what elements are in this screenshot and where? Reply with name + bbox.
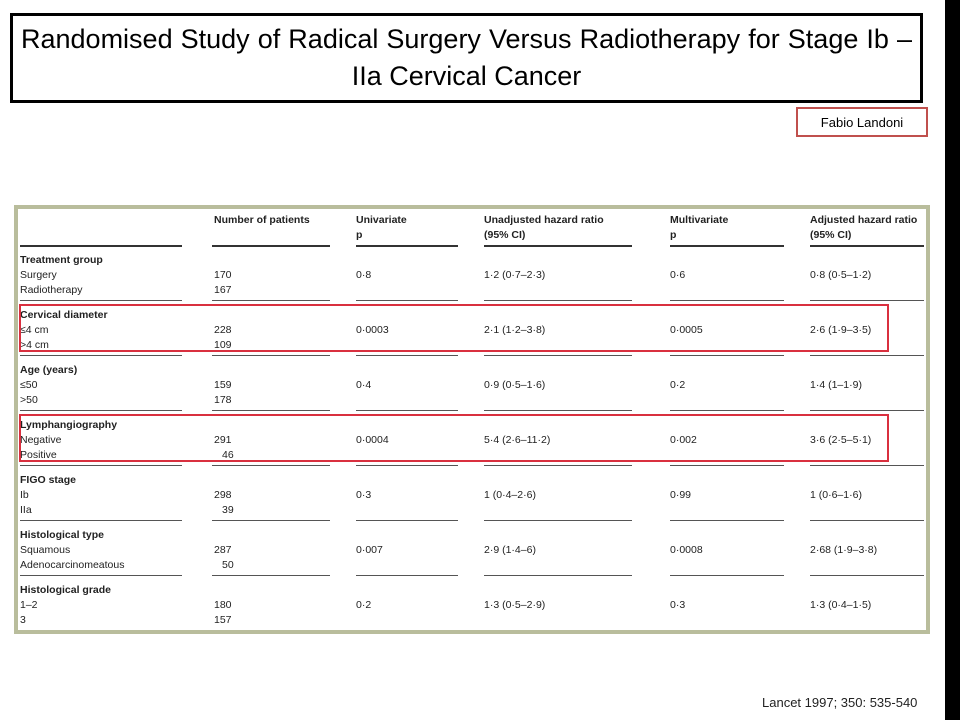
header-rule [484,245,632,247]
group-rule [670,465,784,466]
group-rule [810,410,924,411]
row-label: Negative [20,434,62,446]
group-rule [212,575,330,576]
group-rule [484,355,632,356]
row-label: Adenocarcinomeatous [20,559,125,571]
group-label: Cervical diameter [20,309,108,321]
group-rule [212,410,330,411]
row-label: ≤50 [20,379,38,391]
table-cell-up: 0·0004 [356,434,389,446]
table-cell-up: 0·3 [356,489,372,501]
table-cell-n: 46 [222,449,234,461]
group-rule [356,520,458,521]
table-cell-ahr: 1·4 (1–1·9) [810,379,862,391]
column-header-sub: p [356,229,363,241]
table-cell-ahr: 0·8 (0·5–1·2) [810,269,872,281]
group-label: Lymphangiography [20,419,118,431]
column-header: Number of patients [214,214,310,226]
table-cell-mp: 0·2 [670,379,686,391]
table-cell-up: 0·0003 [356,324,389,336]
highlight-box [19,304,889,352]
column-header: Adjusted hazard ratio [810,214,918,226]
table-cell-uhr: 0·9 (0·5–1·6) [484,379,546,391]
table-cell-n: 178 [214,394,232,406]
table-cell-n: 39 [222,504,234,516]
group-rule [670,575,784,576]
group-rule [356,465,458,466]
group-rule [356,410,458,411]
column-header-sub: (95% CI) [810,229,852,241]
header-rule [670,245,784,247]
table-cell-mp: 0·0005 [670,324,703,336]
table-cell-up: 0·007 [356,544,383,556]
author-label [796,107,928,137]
table-cell-n: 170 [214,269,232,281]
row-label: Radiotherapy [20,284,83,296]
table-cell-mp: 0·99 [670,489,692,501]
group-rule [484,575,632,576]
group-rule [20,575,182,576]
row-label: IIa [20,504,32,516]
group-rule [810,520,924,521]
group-rule [810,300,924,301]
citation: Lancet 1997; 350: 535-540 [762,695,918,710]
table-cell-uhr: 5·4 (2·6–11·2) [484,434,551,446]
group-rule [20,465,182,466]
table-cell-uhr: 2·1 (1·2–3·8) [484,324,546,336]
group-rule [356,575,458,576]
slide-title-box [10,13,923,103]
table-cell-mp: 0·6 [670,269,686,281]
column-header: Univariate [356,214,407,226]
group-rule [20,520,182,521]
row-label: Positive [20,449,57,461]
group-rule [212,520,330,521]
table-cell-ahr: 3·6 (2·5–5·1) [810,434,872,446]
table-cell-up: 0·8 [356,269,372,281]
header-rule [20,245,182,247]
row-label: >50 [20,394,38,406]
column-header: Unadjusted hazard ratio [484,214,604,226]
group-rule [356,355,458,356]
group-rule [670,520,784,521]
group-rule [810,575,924,576]
group-rule [484,465,632,466]
group-label: Histological grade [20,584,112,596]
group-rule [670,410,784,411]
highlight-box [19,414,889,462]
row-label: Surgery [20,269,57,281]
row-label: 1–2 [20,599,38,611]
results-table-frame [14,205,930,634]
group-rule [484,300,632,301]
row-label: >4 cm [20,339,49,351]
group-rule [810,465,924,466]
group-label: Age (years) [20,364,78,376]
group-rule [484,520,632,521]
table-cell-ahr: 2·68 (1·9–3·8) [810,544,878,556]
table-cell-ahr: 1 (0·6–1·6) [810,489,862,501]
group-label: Treatment group [20,254,103,266]
header-rule [212,245,330,247]
group-rule [356,300,458,301]
group-label: Histological type [20,529,105,541]
column-header: Multivariate [670,214,729,226]
table-cell-n: 50 [222,559,234,571]
group-rule [20,300,182,301]
table-cell-up: 0·4 [356,379,372,391]
group-rule [670,300,784,301]
row-label: 3 [20,614,26,626]
table-cell-n: 157 [214,614,232,626]
table-cell-n: 109 [214,339,232,351]
table-cell-mp: 0·3 [670,599,686,611]
slide-title: Randomised Study of Radical Surgery Versus Radiotherapy for Stage Ib – IIa Cervical Cancer [21,24,912,91]
table-cell-n: 291 [214,434,232,446]
table-cell-ahr: 2·6 (1·9–3·5) [810,324,872,336]
table-cell-ahr: 1·3 (0·4–1·5) [810,599,872,611]
group-rule [484,410,632,411]
right-edge-bar [945,0,960,720]
table-cell-n: 180 [214,599,232,611]
group-rule [212,355,330,356]
header-rule [810,245,924,247]
group-label: FIGO stage [20,474,77,486]
row-label: Ib [20,489,29,501]
column-header-sub: p [670,229,677,241]
row-label: ≤4 cm [20,324,49,336]
table-cell-n: 298 [214,489,232,501]
group-rule [670,355,784,356]
table-cell-n: 159 [214,379,232,391]
table-cell-uhr: 1 (0·4–2·6) [484,489,536,501]
author-name: Fabio Landoni [820,114,904,130]
table-cell-uhr: 1·3 (0·5–2·9) [484,599,546,611]
table-cell-up: 0·2 [356,599,372,611]
table-cell-n: 167 [214,284,232,296]
column-header-sub: (95% CI) [484,229,526,241]
table-cell-mp: 0·002 [670,434,697,446]
group-rule [212,300,330,301]
group-rule [212,465,330,466]
header-rule [356,245,458,247]
group-rule [20,355,182,356]
table-cell-n: 228 [214,324,232,336]
table-cell-uhr: 1·2 (0·7–2·3) [484,269,546,281]
group-rule [20,410,182,411]
row-label: Squamous [20,544,71,556]
table-cell-uhr: 2·9 (1·4–6) [484,544,536,556]
results-table [18,209,926,630]
group-rule [810,355,924,356]
table-cell-mp: 0·0008 [670,544,703,556]
table-cell-n: 287 [214,544,232,556]
